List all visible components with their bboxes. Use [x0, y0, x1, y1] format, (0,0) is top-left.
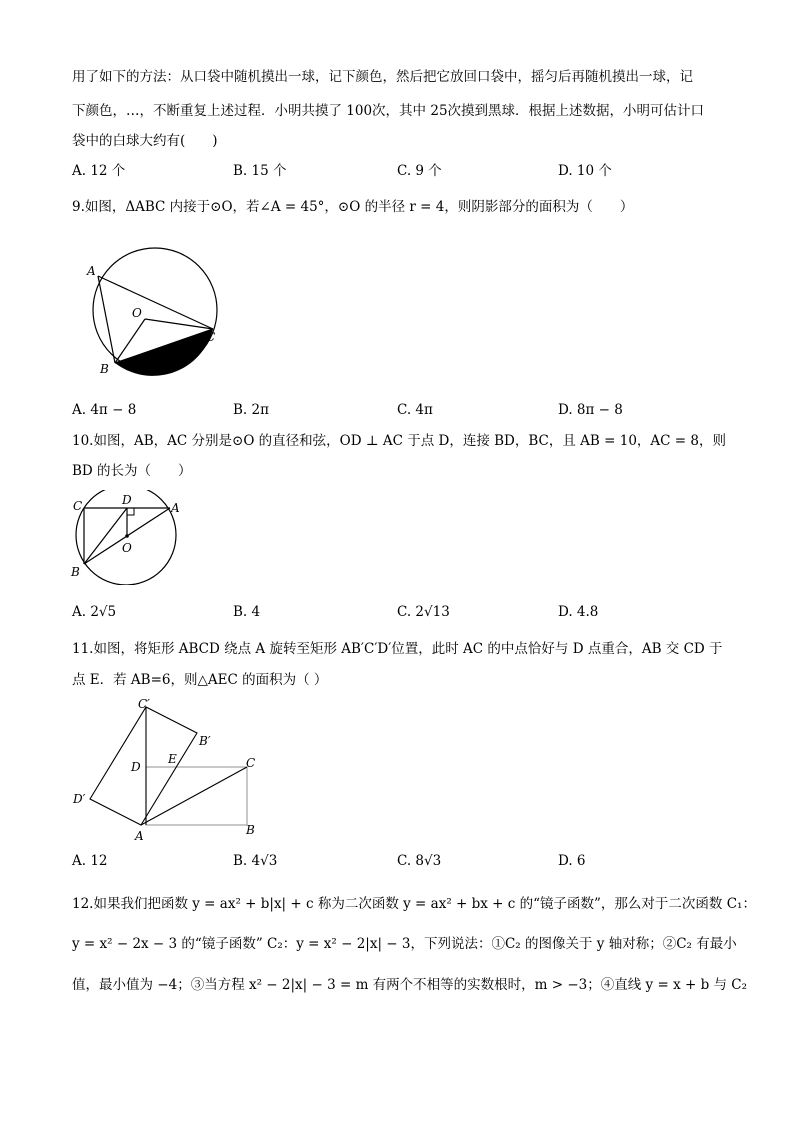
q10-label-a: A — [171, 501, 180, 515]
q12-text-line-3: 值，最小值为 −4；③当方程 x² − 2|x| − 3 = m 有两个不相等的实数根时，m > −3；④直线 y = x + b 与 C₂ — [72, 977, 748, 993]
q11-diagonal-ac — [141, 767, 247, 825]
q10-label-o: O — [122, 541, 132, 555]
q10-label-d: D — [122, 493, 132, 507]
q9-option-c: C. 4π — [397, 402, 433, 418]
q11-option-d: D. 6 — [558, 853, 586, 869]
q11-label-c-prime: C′ — [138, 697, 150, 711]
q11-label-b: B — [246, 823, 255, 837]
q11-label-c: C — [246, 756, 256, 770]
q10-circle-figure — [65, 490, 195, 585]
q10-option-c: C. 2√13 — [397, 604, 450, 620]
q9-segment-ab — [98, 276, 115, 363]
q11-option-b: B. 4√3 — [233, 853, 278, 869]
q9-shaded-segment — [115, 329, 216, 376]
q10-option-a: A. 2√5 — [72, 604, 117, 620]
q8-option-c: C. 9 个 — [397, 163, 442, 179]
q10-option-b: B. 4 — [233, 604, 261, 620]
q10-center-dot — [125, 534, 129, 538]
q11-label-b-prime: B′ — [199, 734, 211, 748]
q9-stem: 9.如图，ΔABC 内接于⊙O，若∠A = 45°，⊙O 的半径 r = 4，则阴影部分的面积为（ ） — [72, 199, 634, 215]
q8-option-b: B. 15 个 — [233, 163, 287, 179]
q9-label-o: O — [132, 306, 142, 320]
q8-text-line-3: 袋中的白球大约有( ) — [72, 133, 218, 149]
q10-label-c: C — [73, 499, 83, 513]
q11-label-a: A — [135, 829, 144, 843]
q11-label-d: D — [131, 760, 141, 774]
q10-text-line-1: 10.如图，AB，AC 分别是⊙O 的直径和弦，OD ⊥ AC 于点 D，连接 BD，BC，且 AB = 10，AC = 8，则 — [72, 433, 726, 449]
q10-option-d: D. 4.8 — [558, 604, 599, 620]
q9-label-c: C — [206, 330, 216, 344]
q10-text-line-2: BD 的长为（ ） — [72, 463, 192, 479]
q10-right-angle-mark — [127, 508, 134, 515]
q9-circle-figure — [80, 245, 230, 380]
q11-label-e: E — [168, 752, 177, 766]
q8-text-line-2: 下颜色，…，不断重复上述过程．小明共摸了 100次，其中 25次摸到黑球．根据上述数据，小明可估计口 — [72, 103, 705, 119]
q11-text-line-1: 11.如图，将矩形 ABCD 绕点 A 旋转至矩形 AB′C′D′位置，此时 AC 的中点恰好与 D 点重合，AB 交 CD 于 — [72, 641, 723, 657]
q11-label-d-prime: D′ — [73, 792, 86, 806]
q9-label-a: A — [87, 264, 96, 278]
q9-option-a: A. 4π − 8 — [72, 402, 137, 418]
q11-option-c: C. 8√3 — [397, 853, 442, 869]
q12-text-line-1: 12.如果我们把函数 y = ax² + b|x| + c 称为二次函数 y = ax² + bx + c 的“镜子函数”，那么对于二次函数 C₁： — [72, 896, 756, 912]
q8-option-d: D. 10 个 — [558, 163, 612, 179]
q9-option-b: B. 2π — [233, 402, 269, 418]
q10-segment-bd — [84, 508, 127, 564]
q9-label-b: B — [100, 362, 109, 376]
q11-rectangle-figure — [65, 695, 275, 845]
q8-option-a: A. 12 个 — [72, 163, 126, 179]
q10-label-b: B — [71, 565, 80, 579]
q11-option-a: A. 12 — [72, 853, 108, 869]
q9-option-d: D. 8π − 8 — [558, 402, 623, 418]
q12-text-line-2: y = x² − 2x − 3 的“镜子函数” C₂：y = x² − 2|x| − 3，下列说法：①C₂ 的图像关于 y 轴对称；②C₂ 有最小 — [72, 936, 737, 952]
q11-text-line-2: 点 E．若 AB=6，则△AEC 的面积为（ ） — [72, 672, 328, 688]
q11-rectangle-ab-c-d — [90, 707, 197, 825]
q8-text-line-1: 用了如下的方法：从口袋中随机摸出一球，记下颜色，然后把它放回口袋中，摇匀后再随机摸出一球，记 — [72, 69, 693, 85]
